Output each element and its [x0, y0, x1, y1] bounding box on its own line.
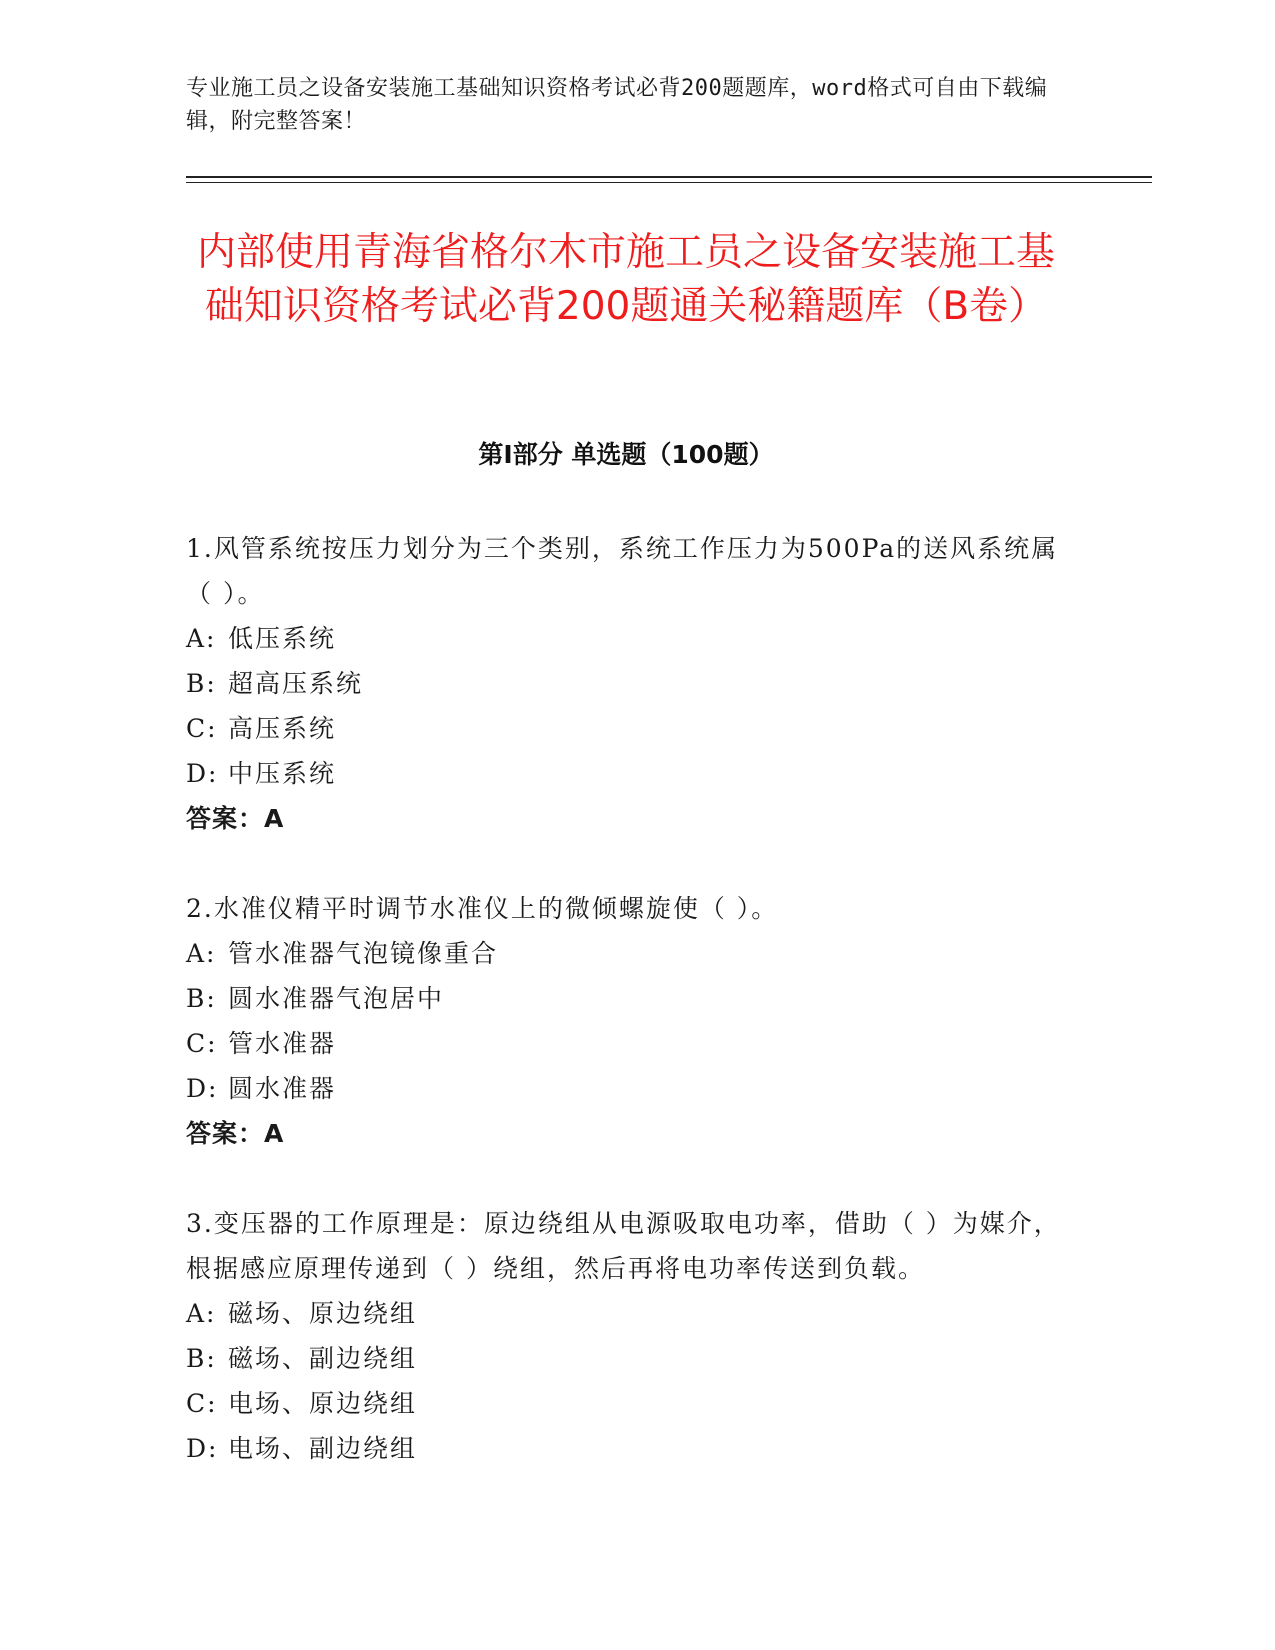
- answer: 答案：A: [186, 1119, 285, 1148]
- option-text: 高压系统: [228, 714, 337, 743]
- option-letter: A:: [186, 939, 217, 968]
- option-a: [186, 931, 1076, 976]
- question-stem: 1.风管系统按压力划分为三个类别，系统工作压力为500Pa的送风系统属（ ）。: [186, 534, 1059, 608]
- document-title: 内部使用青海省格尔木市施工员之设备安装施工基础知识资格考试必背200题通关秘籍题库（B卷）: [196, 230, 1055, 329]
- header-divider-thick: [186, 176, 1152, 178]
- option-letter: B:: [186, 669, 217, 698]
- option-text: 管水准器: [228, 1029, 337, 1058]
- option-d: [186, 1426, 1076, 1471]
- option-letter: B:: [186, 1344, 217, 1373]
- option-text: 圆水准器气泡居中: [228, 984, 445, 1013]
- option-letter: D:: [186, 1074, 219, 1103]
- section-title: 第I部分 单选题（100题）: [478, 440, 774, 469]
- option-text: 圆水准器: [228, 1074, 337, 1103]
- option-text: 电场、副边绕组: [228, 1434, 418, 1463]
- option-letter: D:: [186, 759, 219, 788]
- option-d: [186, 751, 1076, 796]
- option-b: [186, 976, 1076, 1021]
- option-text: 磁场、副边绕组: [228, 1344, 418, 1373]
- option-letter: C:: [186, 1029, 218, 1058]
- option-a: [186, 616, 1076, 661]
- question-list: [186, 526, 1076, 1516]
- option-c: [186, 1021, 1076, 1066]
- question-2: [186, 886, 1076, 1156]
- option-a: [186, 1291, 1076, 1336]
- option-text: 电场、原边绕组: [228, 1389, 418, 1418]
- question-stem: 3.变压器的工作原理是：原边绕组从电源吸取电功率，借助（ ）为媒介，根据感应原理传递到（ ）绕组，然后再将电功率传送到负载。: [186, 1209, 1061, 1283]
- option-text: 低压系统: [228, 624, 337, 653]
- option-text: 超高压系统: [228, 669, 364, 698]
- header-divider-thin: [186, 182, 1152, 183]
- option-text: 中压系统: [228, 759, 337, 788]
- option-letter: A:: [186, 1299, 217, 1328]
- option-letter: C:: [186, 1389, 218, 1418]
- option-letter: D:: [186, 1434, 219, 1463]
- option-b: [186, 1336, 1076, 1381]
- option-text: 磁场、原边绕组: [228, 1299, 418, 1328]
- option-letter: A:: [186, 624, 217, 653]
- question-1: [186, 526, 1076, 841]
- question-3: [186, 1201, 1076, 1471]
- answer: 答案：A: [186, 804, 285, 833]
- header-note: 专业施工员之设备安装施工基础知识资格考试必背200题题库，word格式可自由下载编辑，附完整答案！: [186, 76, 1048, 134]
- option-letter: C:: [186, 714, 218, 743]
- option-text: 管水准器气泡镜像重合: [228, 939, 499, 968]
- option-d: [186, 1066, 1076, 1111]
- option-letter: B:: [186, 984, 217, 1013]
- option-c: [186, 1381, 1076, 1426]
- option-b: [186, 661, 1076, 706]
- option-c: [186, 706, 1076, 751]
- question-stem: 2.水准仪精平时调节水准仪上的微倾螺旋使（ ）。: [186, 894, 779, 923]
